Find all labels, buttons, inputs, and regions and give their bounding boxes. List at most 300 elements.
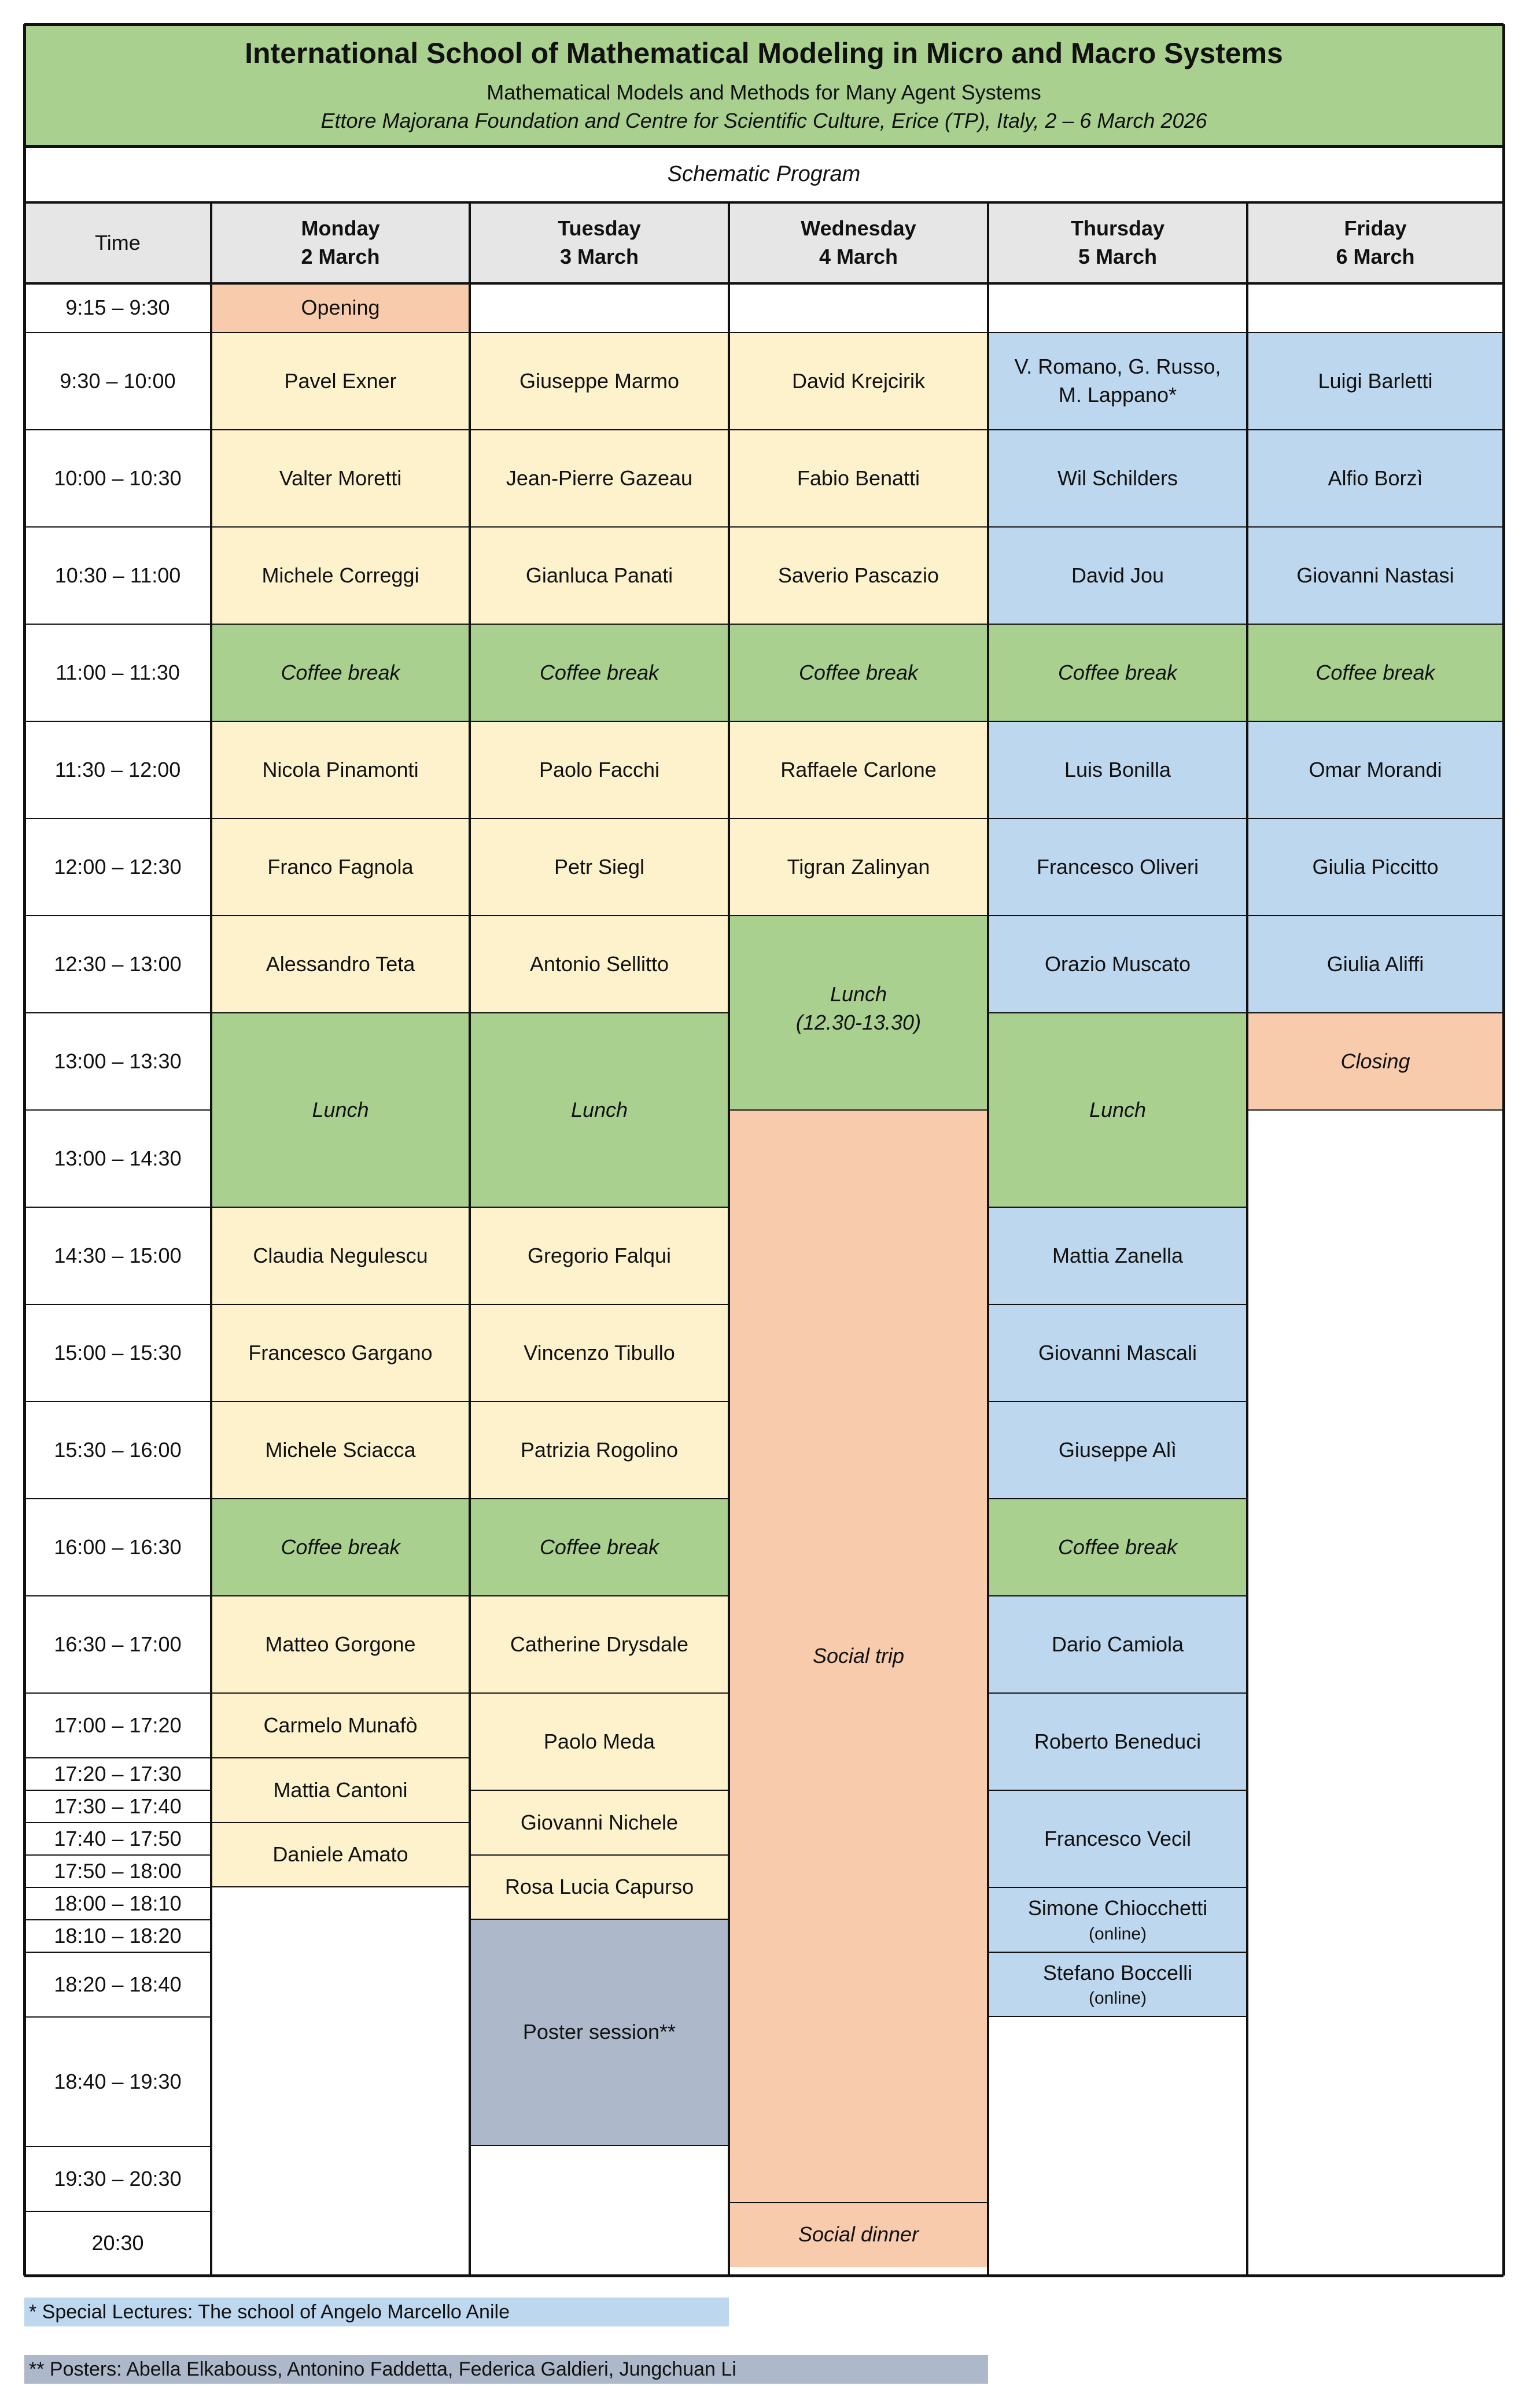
grid-line (24, 2211, 211, 2212)
grid-line (24, 1887, 211, 1888)
speaker-name: Francesco Oliveri (1036, 854, 1199, 879)
speaker-name: Wil Schilders (1057, 466, 1178, 490)
time-slot-label: 20:30 (91, 2231, 144, 2255)
talk-cell (470, 1402, 729, 1499)
grid-line (988, 526, 1247, 528)
time-slot-label: 18:10 – 18:20 (54, 1923, 182, 1948)
grid-line (211, 332, 470, 333)
talk-cell (211, 1402, 470, 1499)
grid-line (211, 1822, 470, 1823)
break-label: Coffee break (281, 660, 400, 684)
coffee-break-cell (729, 624, 988, 721)
speaker-name: Jean-Pierre Gazeau (506, 466, 693, 490)
talk-cell (211, 527, 470, 624)
grid-line (469, 202, 471, 2276)
speaker-name: Daniele Amato (272, 1842, 408, 1867)
day-date: 3 March (559, 245, 639, 268)
coffee-break-cell (211, 624, 470, 721)
grid-line (211, 818, 470, 819)
talk-cell (729, 527, 988, 624)
coffee-break-cell (211, 1499, 470, 1596)
speaker-name: Omar Morandi (1309, 757, 1442, 781)
online-note: (online) (1088, 1924, 1147, 1944)
grid-line (211, 1498, 470, 1499)
talk-cell (988, 1402, 1247, 1499)
time-slot (24, 721, 211, 818)
talk-cell (729, 430, 988, 527)
grid-line (470, 624, 729, 625)
grid-line (23, 24, 26, 2276)
grid-line (729, 1109, 988, 1111)
talk-cell (211, 1758, 470, 1823)
day-date: 4 March (819, 245, 898, 268)
grid-line (729, 526, 988, 528)
program-label: Schematic Program (667, 161, 861, 186)
coffee-break-cell (988, 624, 1247, 721)
break-label: Coffee break (1057, 660, 1178, 684)
talk-cell (988, 1790, 1247, 1887)
speaker-name: Francesco Gargano (248, 1340, 433, 1365)
grid-line (988, 1595, 1247, 1596)
speaker-name: Carmelo Munafò (263, 1713, 418, 1737)
grid-line (211, 1886, 470, 1887)
time-slot (24, 1110, 211, 1207)
speaker-name: Gregorio Falqui (527, 1243, 672, 1267)
grid-line (729, 721, 988, 722)
talk-cell (211, 1596, 470, 1693)
grid-line (729, 283, 988, 284)
time-slot (24, 2147, 211, 2211)
grid-line (470, 1790, 729, 1791)
speaker-name: Valter Moretti (279, 466, 402, 490)
speaker-name: Giuseppe Marmo (519, 368, 680, 393)
grid-line (988, 1692, 1247, 1694)
grid-line (470, 1401, 729, 1402)
talk-cell (470, 818, 729, 916)
grid-line (729, 624, 988, 625)
day-header-tuesday (470, 202, 729, 283)
speaker-name: Giovanni Nastasi (1296, 563, 1454, 587)
grid-line (470, 1595, 729, 1596)
time-slot-label: 18:40 – 19:30 (54, 2069, 182, 2093)
day-name: Monday (301, 216, 380, 241)
speaker-name: Nicola Pinamonti (262, 757, 419, 781)
talk-cell (211, 721, 470, 818)
grid-line (470, 1692, 729, 1694)
grid-line (24, 1401, 211, 1402)
talk-cell (470, 1304, 729, 1402)
time-slot (24, 818, 211, 916)
break-label: Coffee break (281, 1535, 400, 1559)
talk-cell (988, 1693, 1247, 1790)
coffee-break-cell (470, 1499, 729, 1596)
time-column-header (24, 202, 211, 283)
time-slot (24, 1499, 211, 1596)
talk-cell (1247, 721, 1503, 818)
speaker-name: Simone Chiocchetti (1027, 1896, 1208, 1920)
speaker-name: Orazio Muscato (1044, 952, 1191, 976)
day-date: 5 March (1078, 245, 1158, 268)
grid-line (1247, 283, 1503, 284)
talk-cell (470, 527, 729, 624)
grid-line (729, 818, 988, 819)
time-slot-label: 18:00 – 18:10 (54, 1891, 182, 1915)
speaker-name: Luigi Barletti (1318, 368, 1433, 393)
time-slot-label: 19:30 – 20:30 (54, 2166, 182, 2191)
grid-line (1247, 526, 1503, 528)
program-label-row (24, 146, 1503, 202)
talk-cell (470, 721, 729, 818)
grid-line (988, 915, 1247, 916)
speaker-name: Mattia Zanella (1052, 1243, 1184, 1267)
talk-cell (1247, 818, 1503, 916)
speaker-name: Giuseppe Alì (1058, 1437, 1177, 1462)
coffee-break-cell (988, 1499, 1247, 1596)
grid-line (988, 1012, 1247, 1013)
talk-cell (211, 1304, 470, 1402)
grid-line (24, 1790, 211, 1791)
grid-line (988, 1952, 1247, 1953)
day-date: 6 March (1336, 245, 1415, 268)
title-band (24, 24, 1503, 146)
day-date: 2 March (301, 245, 380, 268)
speaker-name: David Jou (1071, 563, 1165, 587)
time-slot-label: 11:30 – 12:00 (54, 757, 181, 781)
grid-line (988, 283, 1247, 284)
speaker-name: Michele Correggi (261, 563, 419, 587)
grid-line (211, 1757, 470, 1758)
special-lectures-footnote: * Special Lectures: The school of Angelo Marcello Anile (24, 2298, 729, 2326)
talk-cell (988, 1887, 1247, 1952)
grid-line (1247, 332, 1503, 333)
time-slot (24, 1596, 211, 1693)
event-label: Closing (1340, 1049, 1410, 1073)
grid-line (211, 1692, 470, 1694)
grid-line (24, 721, 211, 722)
grid-line (987, 202, 989, 2276)
grid-line (211, 526, 470, 528)
talk-cell (1247, 916, 1503, 1013)
grid-line (470, 818, 729, 819)
grid-line (24, 429, 211, 430)
time-slot (24, 2211, 211, 2276)
time-slot-label: 10:30 – 11:00 (54, 563, 181, 587)
grid-line (24, 1692, 211, 1694)
time-slot-label: 15:30 – 16:00 (54, 1437, 182, 1462)
speaker-name: Mattia Cantoni (273, 1778, 408, 1802)
talk-cell (470, 1596, 729, 1693)
event-label: Opening (301, 296, 380, 320)
time-slot (24, 333, 211, 430)
day-name: Tuesday (558, 216, 641, 241)
time-slot-label: 17:00 – 17:20 (54, 1713, 182, 1737)
speaker-name: Giulia Aliffi (1326, 952, 1424, 976)
grid-line (24, 1952, 211, 1953)
grid-line (470, 1304, 729, 1305)
talk-cell (729, 818, 988, 916)
talk-cell (470, 1790, 729, 1855)
grid-line (988, 1401, 1247, 1402)
speaker-name: Catherine Drysdale (510, 1632, 689, 1656)
talk-cell (988, 1207, 1247, 1304)
talk-cell (470, 1207, 729, 1304)
grid-line (988, 1304, 1247, 1305)
grid-line (988, 429, 1247, 430)
time-slot-label: 9:15 – 9:30 (65, 296, 170, 320)
social-trip-cell (729, 1110, 988, 2203)
time-slot (24, 1855, 211, 1887)
speaker-name: Rosa Lucia Capurso (504, 1875, 694, 1899)
break-label: Coffee break (539, 660, 659, 684)
speaker-name: Tigran Zalinyan (787, 854, 930, 879)
time-slot (24, 527, 211, 624)
grid-line (470, 283, 729, 284)
grid-line (24, 283, 211, 284)
time-slot (24, 1952, 211, 2017)
day-name: Friday (1344, 216, 1407, 241)
speaker-name: Giovanni Nichele (520, 1810, 679, 1834)
speaker-name: Michele Sciacca (265, 1437, 416, 1462)
break-label: Coffee break (539, 1535, 659, 1559)
speaker-name: Stefano Boccelli (1042, 1960, 1193, 1985)
grid-line (24, 2274, 1503, 2277)
break-label: Lunch (570, 1097, 628, 1122)
speaker-name: Matteo Gorgone (265, 1632, 416, 1656)
day-header-wednesday (729, 202, 988, 283)
grid-line (210, 202, 212, 2276)
grid-line (729, 2202, 988, 2203)
speaker-name: Alessandro Teta (266, 952, 415, 976)
talk-cell (988, 333, 1247, 430)
grid-line (1247, 1012, 1503, 1013)
time-slot (24, 2017, 211, 2147)
speaker-name: David Krejcirik (791, 368, 926, 393)
break-label: Coffee break (1057, 1535, 1178, 1559)
speaker-name: Gianluca Panati (525, 563, 673, 587)
grid-line (728, 202, 730, 2276)
speaker-name: Paolo Facchi (539, 757, 660, 781)
time-slot (24, 916, 211, 1013)
talk-cell (729, 333, 988, 430)
speaker-name: Pavel Exner (284, 368, 397, 393)
grid-line (24, 915, 211, 916)
time-slot (24, 1207, 211, 1304)
grid-line (211, 283, 470, 284)
talk-cell (470, 333, 729, 430)
grid-line (470, 2145, 729, 2146)
time-slot (24, 430, 211, 527)
grid-line (24, 1822, 211, 1823)
talk-cell (988, 1304, 1247, 1402)
grid-line (24, 526, 211, 528)
posters-footnote: ** Posters: Abella Elkabouss, Antonino Faddetta, Federica Galdieri, Jungchuan Li (24, 2355, 988, 2384)
speaker-name: Giovanni Mascali (1038, 1340, 1197, 1365)
time-slot-label: 13:00 – 13:30 (54, 1049, 182, 1073)
grid-line (24, 1919, 211, 1920)
time-slot-label: 18:20 – 18:40 (54, 1972, 182, 1996)
speaker-name: Roberto Beneduci (1034, 1729, 1202, 1753)
grid-line (988, 721, 1247, 722)
grid-line (24, 1207, 211, 1208)
time-slot (24, 624, 211, 721)
talk-cell (1247, 527, 1503, 624)
page-title: International School of Mathematical Modeling in Micro and Macro Systems (245, 36, 1283, 69)
talk-cell (211, 333, 470, 430)
grid-line (211, 1012, 470, 1013)
speaker-name: Dario Camiola (1051, 1632, 1184, 1656)
grid-line (24, 1498, 211, 1499)
grid-line (24, 1757, 211, 1758)
event-label: Social dinner (798, 2222, 919, 2247)
time-header-label: Time (95, 230, 141, 255)
grid-line (211, 1304, 470, 1305)
talk-cell (988, 916, 1247, 1013)
talk-cell (988, 527, 1247, 624)
grid-line (211, 429, 470, 430)
talk-cell (988, 721, 1247, 818)
grid-line (988, 1887, 1247, 1888)
time-slot (24, 1920, 211, 1952)
grid-line (470, 332, 729, 333)
day-name: Thursday (1070, 216, 1165, 241)
speaker-name: Antonio Sellitto (529, 952, 669, 976)
grid-line (988, 2016, 1247, 2017)
time-slot (24, 1823, 211, 1855)
grid-line (470, 1854, 729, 1856)
grid-line (211, 1207, 470, 1208)
break-label: Coffee break (1315, 660, 1435, 684)
grid-line (211, 915, 470, 916)
grid-line (24, 201, 1503, 204)
speaker-name: Raffaele Carlone (780, 757, 937, 781)
poster-session-cell (470, 1919, 729, 2145)
time-slot-label: 13:00 – 14:30 (54, 1146, 182, 1170)
speaker-name: Franco Fagnola (267, 854, 414, 879)
grid-line (1502, 24, 1505, 2276)
time-slot-label: 15:00 – 15:30 (54, 1340, 182, 1365)
day-header-monday (211, 202, 470, 283)
time-slot-label: 12:00 – 12:30 (54, 854, 182, 879)
time-slot (24, 1693, 211, 1758)
grid-line (1247, 915, 1503, 916)
grid-line (1247, 429, 1503, 430)
grid-line (1246, 202, 1248, 2276)
grid-line (24, 818, 211, 819)
social-dinner-cell (729, 2203, 988, 2267)
grid-line (24, 23, 1503, 26)
grid-line (211, 1401, 470, 1402)
grid-line (211, 624, 470, 625)
speaker-name: Francesco Vecil (1044, 1826, 1192, 1850)
grid-line (470, 915, 729, 916)
lunch-cell (470, 1013, 729, 1207)
grid-line (470, 526, 729, 528)
grid-line (1247, 1109, 1503, 1111)
speaker-name: Paolo Meda (543, 1729, 655, 1753)
event-label: Social trip (812, 1644, 905, 1668)
grid-line (24, 2146, 211, 2147)
grid-line (988, 818, 1247, 819)
speaker-name: Claudia Negulescu (253, 1243, 428, 1267)
grid-line (211, 1595, 470, 1596)
speaker-name: Giulia Piccitto (1312, 854, 1439, 879)
talk-cell (1247, 333, 1503, 430)
speaker-name: V. Romano, G. Russo, (1014, 355, 1221, 379)
time-slot (24, 1402, 211, 1499)
lunch-cell (988, 1013, 1247, 1207)
grid-line (729, 429, 988, 430)
grid-line (470, 1498, 729, 1499)
break-label: Lunch (1089, 1097, 1147, 1122)
grid-line (1247, 818, 1503, 819)
lunch-cell (211, 1013, 470, 1207)
grid-line (24, 145, 1503, 148)
grid-line (470, 1012, 729, 1013)
time-slot (24, 1013, 211, 1110)
grid-line (1247, 624, 1503, 625)
time-slot-label: 17:20 – 17:30 (54, 1761, 182, 1786)
grid-line (729, 915, 988, 916)
grid-line (24, 1854, 211, 1856)
grid-line (24, 332, 211, 333)
talk-cell (988, 1952, 1247, 2016)
talk-cell (988, 430, 1247, 527)
speaker-name: Saverio Pascazio (777, 563, 939, 587)
day-name: Wednesday (801, 216, 916, 241)
grid-line (24, 1595, 211, 1596)
time-slot-label: 14:30 – 15:00 (54, 1243, 182, 1267)
break-label: Lunch (830, 982, 887, 1006)
speaker-name: Luis Bonilla (1064, 757, 1171, 781)
time-slot (24, 1758, 211, 1790)
grid-line (24, 2016, 211, 2018)
grid-line (988, 1498, 1247, 1499)
speaker-name: Fabio Benatti (797, 466, 920, 490)
opening-cell (211, 283, 470, 333)
lunch-cell (729, 916, 988, 1110)
break-note: (12.30-13.30) (795, 1010, 922, 1034)
time-slot-label: 16:30 – 17:00 (54, 1632, 182, 1656)
grid-line (1247, 721, 1503, 722)
talk-cell (470, 1693, 729, 1790)
time-slot-label: 12:30 – 13:00 (54, 952, 182, 976)
time-slot-label: 9:30 – 10:00 (60, 368, 176, 393)
speaker-name: Patrizia Rogolino (520, 1437, 679, 1462)
break-label: Lunch (312, 1097, 369, 1122)
time-slot-label: 17:50 – 18:00 (54, 1858, 182, 1883)
grid-line (211, 721, 470, 722)
speaker-name: Petr Siegl (554, 854, 645, 879)
speaker-name: Vincenzo Tibullo (524, 1340, 675, 1365)
coffee-break-cell (470, 624, 729, 721)
talk-cell (470, 916, 729, 1013)
time-slot (24, 1304, 211, 1402)
talk-cell (988, 818, 1247, 916)
talk-cell (729, 721, 988, 818)
talk-cell (211, 1823, 470, 1887)
talk-cell (988, 1596, 1247, 1693)
page-subtitle: Mathematical Models and Methods for Many Agent Systems (487, 80, 1041, 104)
closing-cell (1247, 1013, 1503, 1110)
speaker-name: Alfio Borzì (1328, 466, 1423, 490)
time-slot-label: 17:30 – 17:40 (54, 1794, 182, 1818)
grid-line (729, 332, 988, 333)
event-label: Poster session** (522, 2020, 676, 2044)
grid-line (470, 429, 729, 430)
time-slot-label: 17:40 – 17:50 (54, 1826, 182, 1850)
grid-line (24, 1109, 211, 1111)
coffee-break-cell (1247, 624, 1503, 721)
